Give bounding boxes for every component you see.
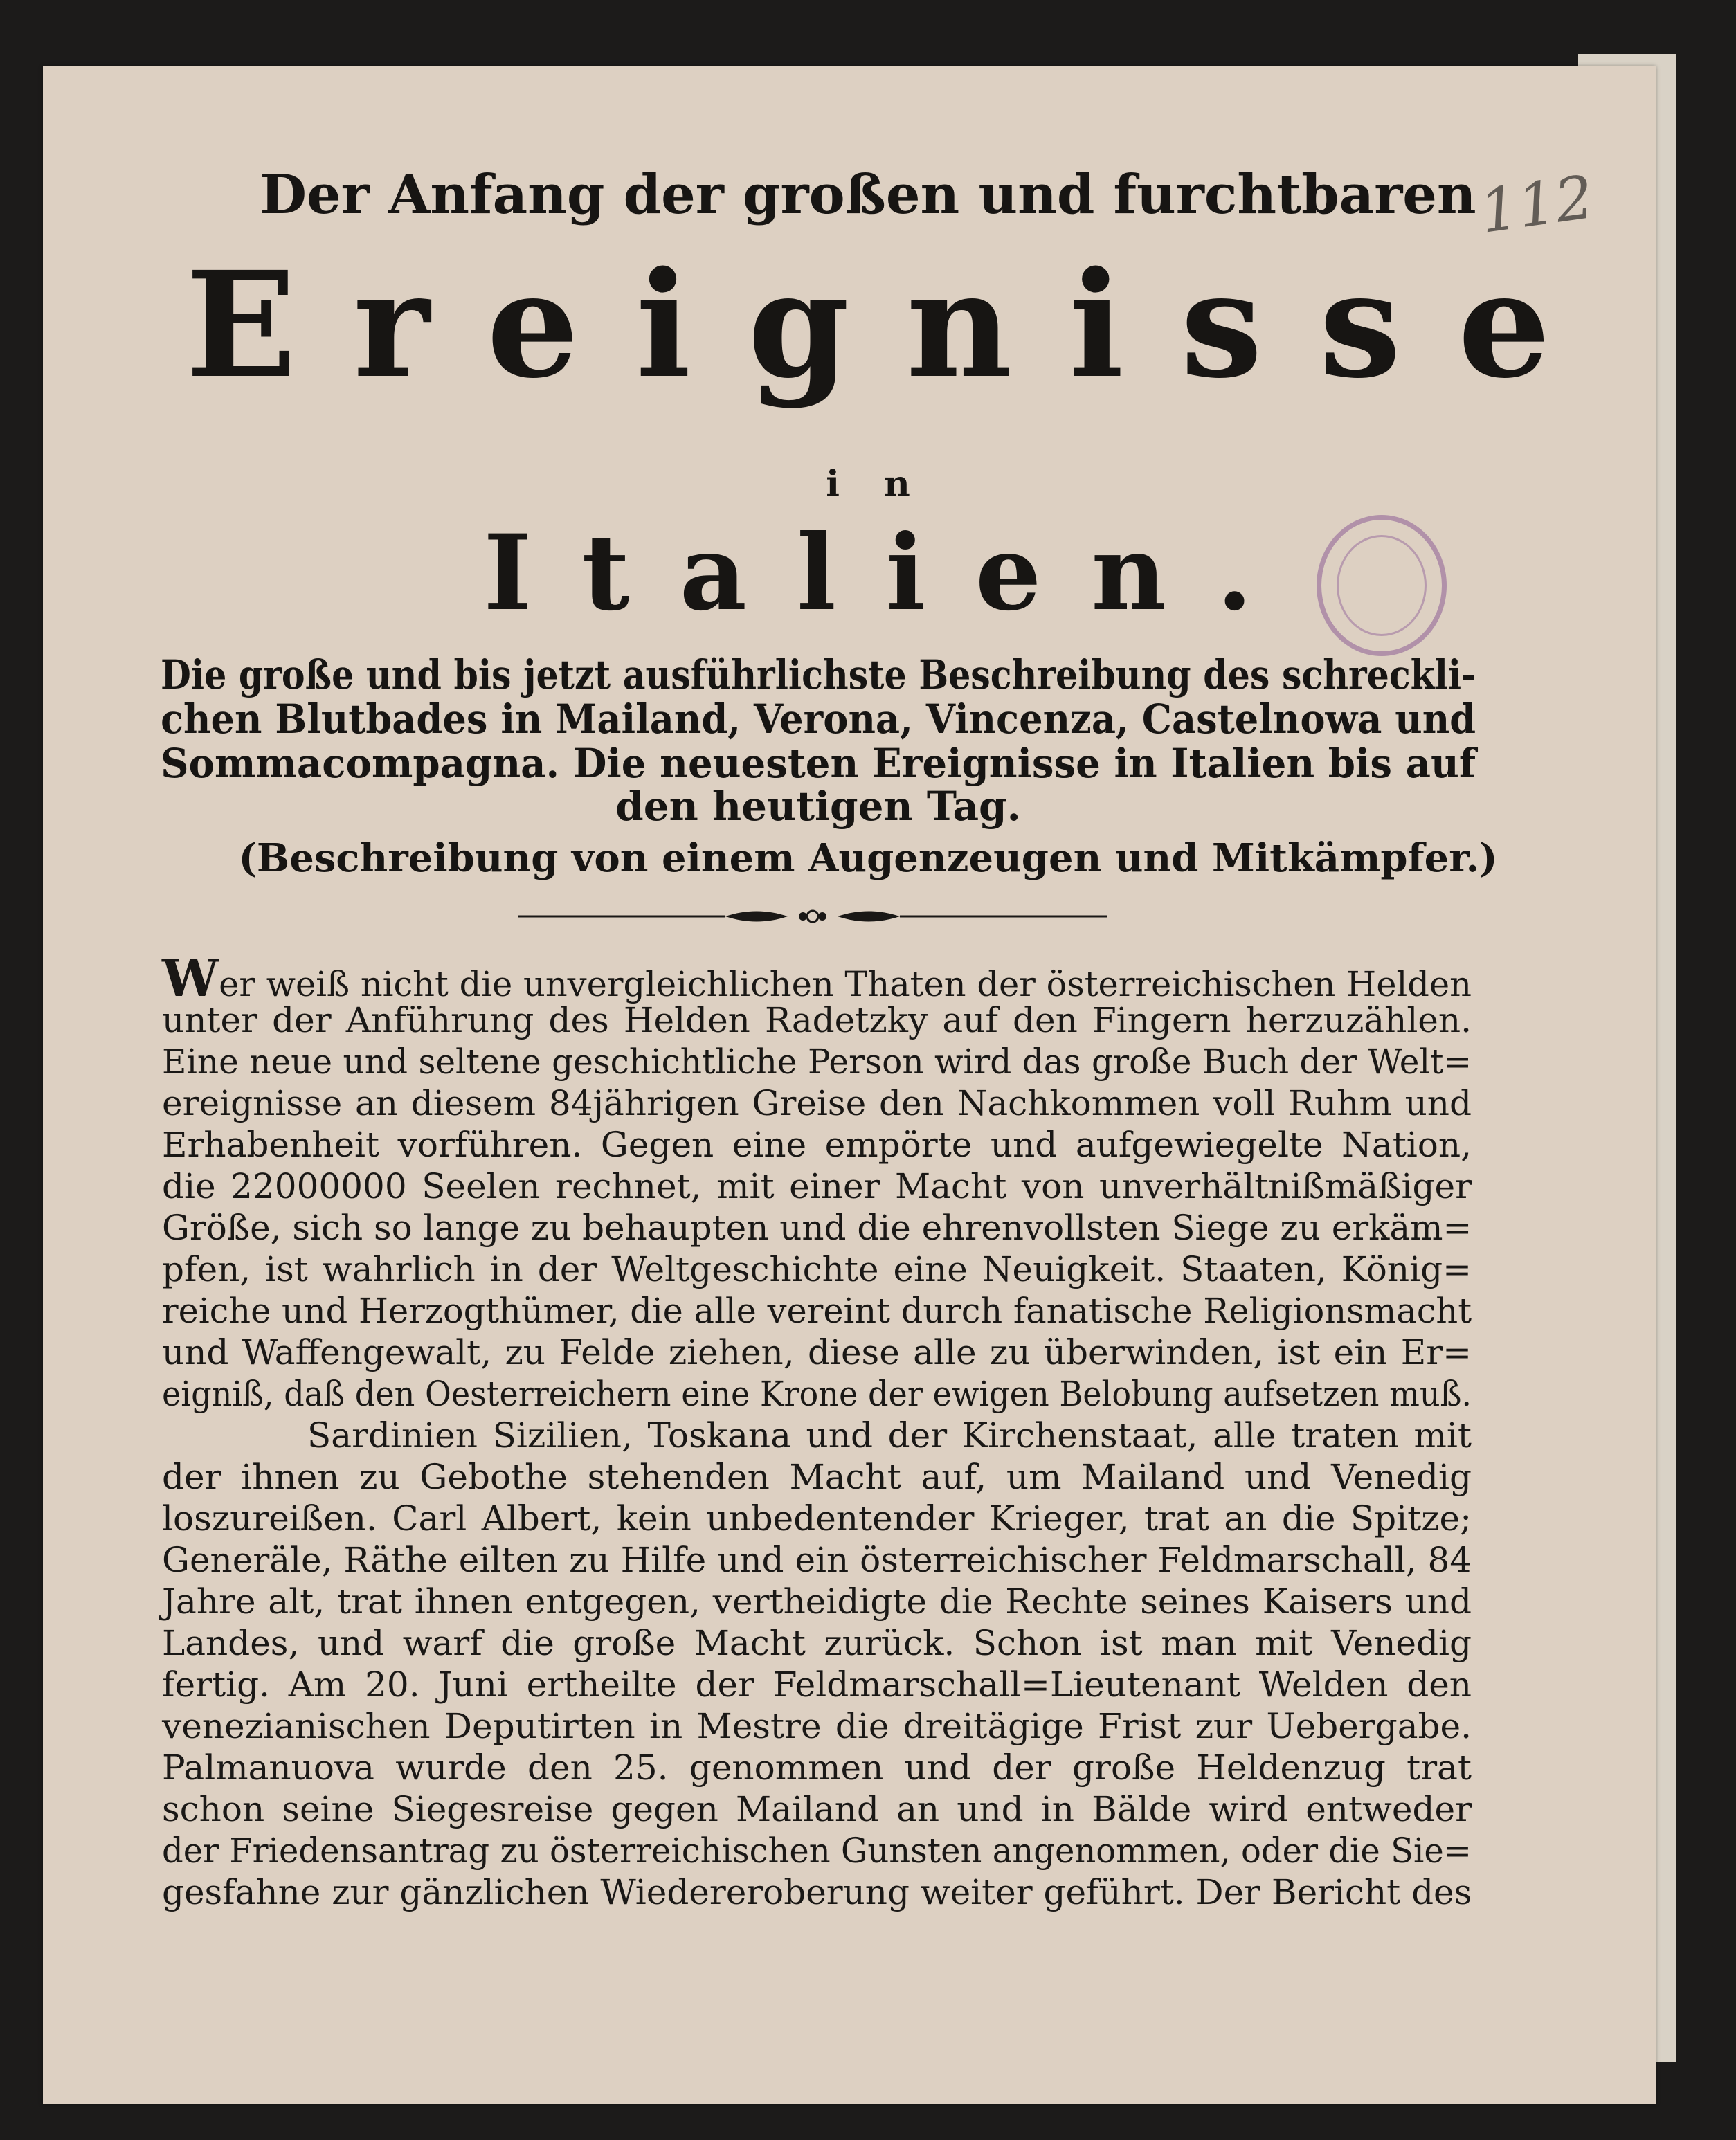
body-line: der Friedensantrag zu österreichischen Gunsten angenommen, oder die Sie=	[162, 1831, 1472, 1871]
ornamental-divider	[518, 908, 1107, 925]
subtitle-line: chen Blutbades in Mailand, Verona, Vincenza, Castelnowa und	[161, 696, 1476, 743]
body-line-paragraph-start: Sardinien Sizilien, Toskana und der Kirchenstaat, alle traten mit	[307, 1415, 1472, 1456]
headline-country: Italien.	[483, 512, 1303, 634]
body-line: Generäle, Räthe eilten zu Hilfe und ein österreichischer Feldmarschall, 84	[162, 1540, 1472, 1580]
body-line: Landes, und warf die große Macht zurück. Schon ist man mit Venedig	[162, 1623, 1472, 1663]
body-line: eigniß, daß den Oesterreichern eine Krone der ewigen Belobung aufsetzen muß.	[162, 1374, 1472, 1414]
body-line: Eine neue und seltene geschichtliche Person wird das große Buch der Welt=	[162, 1042, 1472, 1082]
subtitle-line: Sommacompagna. Die neuesten Ereignisse in Italien bis auf	[161, 740, 1476, 787]
headline-preposition: in	[826, 463, 955, 505]
body-line: Palmanuova wurde den 25. genommen und der große Heldenzug trat	[162, 1748, 1472, 1788]
body-line-text: er weiß nicht die unvergleichlichen Thaten der österreichischen Helden	[219, 964, 1472, 1004]
body-line	[162, 949, 1472, 1008]
body-line: Jahre alt, trat ihnen entgegen, vertheidigte die Rechte seines Kaisers und	[162, 1581, 1472, 1622]
headline-title-word: Ereignisse	[186, 239, 1607, 410]
body-line: Erhabenheit vorführen. Gegen eine empörte und aufgewiegelte Nation,	[162, 1125, 1472, 1165]
body-line: der ihnen zu Gebothe stehenden Macht auf, um Mailand und Venedig	[162, 1457, 1472, 1497]
subtitle-line: den heutigen Tag.	[615, 783, 1021, 830]
subtitle-line: Die große und bis jetzt ausführlichste Beschreibung des schreckli-	[161, 651, 1476, 698]
body-line: gesfahne zur gänzlichen Wiedereroberung weiter geführt. Der Bericht des	[162, 1872, 1472, 1912]
body-line: und Waffengewalt, zu Felde ziehen, diese alle zu überwinden, ist ein Er=	[162, 1332, 1472, 1372]
attribution-line: (Beschreibung von einem Augenzeugen und Mitkämpfer.)	[238, 835, 1498, 881]
body-line: unter der Anführung des Helden Radetzky auf den Fingern herzuzählen.	[162, 1000, 1472, 1040]
headline-line-1: Der Anfang der großen und furchtbaren	[260, 163, 1476, 226]
body-line: Größe, sich so lange zu behaupten und die ehrenvollsten Siege zu erkäm=	[162, 1208, 1472, 1248]
body-line: schon seine Siegesreise gegen Mailand an und in Bälde wird entweder	[162, 1789, 1472, 1829]
body-line: fertig. Am 20. Juni ertheilte der Feldmarschall=Lieutenant Welden den	[162, 1665, 1472, 1705]
body-line: pfen, ist wahrlich in der Weltgeschichte eine Neuigkeit. Staaten, König=	[162, 1249, 1472, 1289]
body-line: ereignisse an diesem 84jährigen Greise den Nachkommen voll Ruhm und	[162, 1083, 1472, 1123]
pencil-page-number: 112	[1475, 163, 1598, 247]
body-line: venezianischen Deputirten in Mestre die dreitägige Frist zur Uebergabe.	[162, 1706, 1472, 1746]
drop-cap: W	[162, 949, 219, 1008]
body-line: loszureißen. Carl Albert, kein unbedentender Krieger, trat an die Spitze;	[162, 1498, 1472, 1539]
body-line: reiche und Herzogthümer, die alle vereint durch fanatische Religionsmacht	[162, 1291, 1472, 1331]
body-line: die 22000000 Seelen rechnet, mit einer Macht von unverhältnißmäßiger	[162, 1166, 1472, 1206]
